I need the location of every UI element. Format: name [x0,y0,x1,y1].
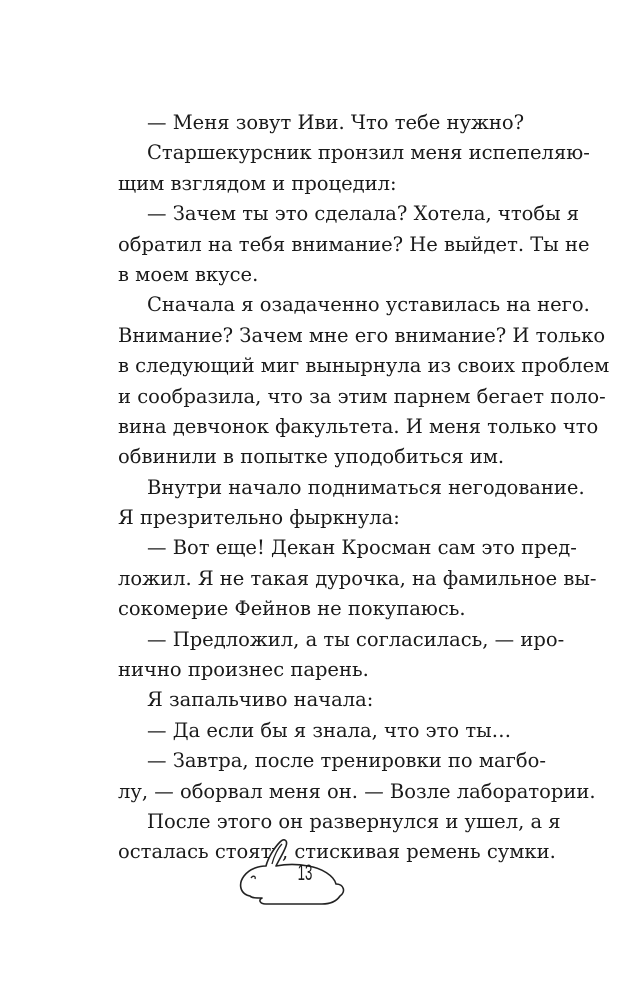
text-line: Внутри начало подниматься негодование. [147,475,585,499]
text-line: Старшекурсник пронзил меня испепеляю- [147,141,590,165]
text-line: осталась стоять, стискивая ремень сумки. [118,840,556,864]
text-line: Я запальчиво начала: [147,688,374,712]
text-line: обратил на тебя внимание? Не выйдет. Ты не [118,232,590,256]
page-number: 13 [297,860,313,885]
text-line: Внимание? Зачем мне его внимание? И только [118,323,606,347]
text-line: вина девчонок факультета. И меня только что [118,414,599,438]
text-line: После этого он развернулся и ушел, а я [147,809,561,833]
text-line: — Зачем ты это сделала? Хотела, чтобы я [147,202,580,226]
text-line: — Предложил, а ты согласилась, — иро- [147,627,565,651]
text-line: — Меня зовут Иви. Что тебе нужно? [147,111,525,134]
text-line: нично произнес парень. [118,658,369,682]
text-line: Сначала я озадаченно уставилась на него. [147,293,590,317]
text-line: щим взглядом и процедил: [118,171,397,195]
text-line: сокомерие Фейнов не покупаюсь. [118,597,466,621]
page-folio [236,838,348,910]
text-line: — Завтра, после тренировки по магбо- [147,749,546,773]
text-line: ложил. Я не такая дурочка, на фамильное вы- [118,566,597,590]
text-line: — Да если бы я знала, что это ты… [147,718,512,742]
text-line: Я презрительно фыркнула: [118,506,400,530]
text-line: — Вот еще! Декан Кросман сам это пред- [147,536,577,560]
book-text [118,108,610,868]
text-line: и сообразила, что за этим парнем бегает поло- [118,384,606,408]
text-line: лу, — оборвал меня он. — Возле лаборатории. [118,779,596,803]
text-line: в следующий миг вынырнула из своих проблем [118,354,610,378]
text-line: обвинили в попытке уподобиться им. [118,445,505,469]
rabbit-icon [236,838,348,910]
text-line: в моем вкусе. [118,262,259,286]
